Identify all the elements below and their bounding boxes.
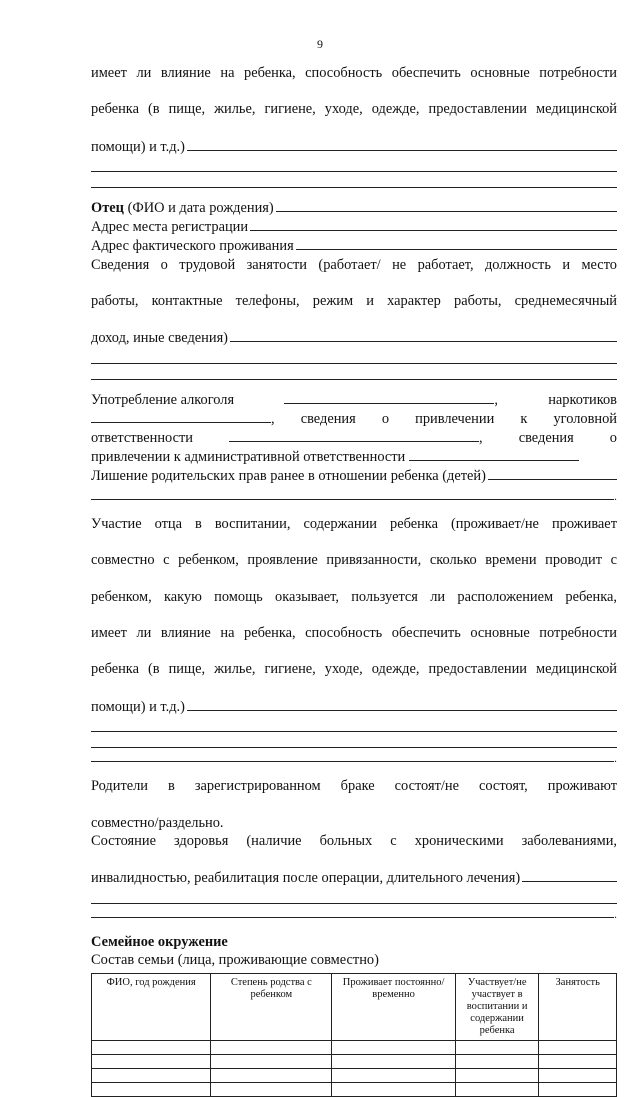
criminal-word: привлечении: [415, 410, 495, 427]
blank-line[interactable]: [91, 904, 614, 918]
father-name-row: [91, 198, 617, 217]
employment-text: работы, контактные телефоны, режим и характер работы, среднемесячный: [91, 293, 617, 310]
table-cell[interactable]: [539, 1041, 617, 1055]
health-text: инвалидностью, реабилитация после операции, длительного лечения): [91, 870, 521, 887]
table-cell[interactable]: [455, 1041, 539, 1055]
upbringing-text: Участие отца в воспитании, содержании ребенка (проживает/не проживает: [91, 515, 617, 532]
table-cell[interactable]: [539, 1083, 617, 1097]
alcohol-row: Употребление алкоголя , наркотиков: [91, 391, 617, 408]
drugs-field[interactable]: [91, 409, 271, 423]
table-cell[interactable]: [332, 1055, 455, 1069]
blank-line[interactable]: [91, 486, 614, 500]
column-header: Занятость: [539, 974, 617, 1041]
table-row: [92, 1083, 617, 1097]
criminal-word: о: [381, 410, 390, 427]
criminal-word: уголовной: [553, 410, 617, 427]
registration-row: [91, 217, 617, 236]
column-header: Участвует/не участвует в воспитании и содержании ребенка: [455, 974, 539, 1041]
actual-address-row: [91, 236, 617, 255]
table-cell[interactable]: [211, 1069, 332, 1083]
deprivation-row: [91, 466, 617, 485]
table-cell[interactable]: [455, 1055, 539, 1069]
intro-fill-row: [91, 137, 617, 156]
upbringing-field[interactable]: [187, 697, 617, 711]
registration-label: Адрес места регистрации: [91, 219, 249, 236]
health-text: Состояние здоровья (наличие больных с хроническими заболеваниями,: [91, 832, 617, 849]
table-cell[interactable]: [211, 1055, 332, 1069]
registration-field[interactable]: [250, 217, 617, 231]
table-cell[interactable]: [92, 1041, 211, 1055]
criminal-row: , сведения о привлечении к уголовной: [91, 409, 617, 428]
employment-field[interactable]: [230, 328, 617, 342]
criminal-resp-row: ответственности , сведения о: [91, 430, 617, 447]
table-cell[interactable]: [211, 1083, 332, 1097]
upbringing-text: ребенка (в пище, жилье, гигиене, уходе, одежде, предоставлении медицинской: [91, 661, 617, 678]
table-header-row: [92, 974, 617, 1041]
employment-text: доход, иные сведения): [91, 330, 228, 347]
table-cell[interactable]: [455, 1069, 539, 1083]
table-cell[interactable]: [92, 1055, 211, 1069]
upbringing-text: имеет ли влияние на ребенка, способность обеспечить основные потребности: [91, 625, 617, 642]
health-row: [91, 868, 617, 887]
actual-address-label: Адрес фактического проживания: [91, 238, 294, 255]
deprivation-field[interactable]: [488, 466, 617, 480]
criminal-word: сведения: [300, 410, 356, 427]
column-header: Степень родства с ребенком: [211, 974, 332, 1041]
deprivation-label: Лишение родительских прав ранее в отношении ребенка (детей): [91, 468, 486, 485]
info-word: сведения: [518, 430, 574, 447]
blank-line[interactable]: [91, 732, 617, 748]
column-header: Проживает постоянно/временно: [332, 974, 455, 1041]
drugs-label: наркотиков: [548, 391, 617, 408]
blank-line[interactable]: [91, 156, 617, 172]
table-cell[interactable]: [211, 1041, 332, 1055]
table-cell[interactable]: [539, 1069, 617, 1083]
blank-line[interactable]: [91, 748, 614, 762]
employment-row: [91, 328, 617, 347]
blank-line[interactable]: [91, 348, 617, 364]
info-o: о: [609, 430, 617, 447]
table-row: [92, 1055, 617, 1069]
father-heading: Отец (ФИО и дата рождения): [91, 200, 274, 217]
upbringing-text: помощи) и т.д.): [91, 698, 185, 715]
family-table-body: [92, 1041, 617, 1097]
intro-line: помощи) и т.д.): [91, 138, 185, 155]
criminal-resp-label: ответственности: [91, 430, 193, 447]
blank-line[interactable]: [91, 888, 617, 904]
table-cell[interactable]: [332, 1083, 455, 1097]
family-composition: Состав семьи (лица, проживающие совместно): [91, 951, 379, 968]
intro-line: ребенка (в пище, жилье, гигиене, уходе, одежде, предоставлении медицинской: [91, 101, 617, 118]
blank-line[interactable]: [91, 716, 617, 732]
table-cell[interactable]: [92, 1083, 211, 1097]
form-content: [91, 64, 617, 1097]
admin-resp-row: [91, 447, 617, 466]
table-cell[interactable]: [332, 1069, 455, 1083]
blank-line[interactable]: [91, 364, 617, 380]
intro-line: имеет ли влияние на ребенка, способность обеспечить основные потребности: [91, 65, 617, 81]
upbringing-text: совместно с ребенком, проявление привязанности, сколько времени проводит с: [91, 552, 617, 569]
column-header: ФИО, год рождения: [92, 974, 211, 1041]
blank-line-row: .: [91, 748, 617, 767]
table-cell[interactable]: [332, 1041, 455, 1055]
marriage-text: Родители в зарегистрированном браке состоят/не состоят, проживают: [91, 778, 617, 795]
blank-line-row: .: [91, 904, 617, 923]
employment-text: Сведения о трудовой занятости (работает/ не работает, должность и место: [91, 256, 617, 273]
health-field[interactable]: [522, 868, 617, 882]
marriage-text: совместно/раздельно.: [91, 814, 224, 831]
father-name-field[interactable]: [276, 198, 617, 212]
blank-field[interactable]: [187, 137, 617, 151]
table-row: [92, 1069, 617, 1083]
criminal-word: к: [520, 410, 528, 427]
alcohol-label: Употребление алкоголя: [91, 391, 235, 408]
upbringing-text: ребенком, какую помощь оказывает, пользуется ли расположением ребенка,: [91, 588, 617, 605]
upbringing-row: [91, 697, 617, 716]
family-table: [91, 973, 617, 1097]
alcohol-field[interactable]: [284, 390, 494, 404]
table-row: [92, 1041, 617, 1055]
criminal-resp-field[interactable]: [229, 428, 479, 442]
table-cell[interactable]: [92, 1069, 211, 1083]
table-cell[interactable]: [539, 1055, 617, 1069]
admin-resp-field[interactable]: [409, 447, 579, 461]
admin-resp-label: привлечении к административной ответственности: [91, 449, 406, 466]
blank-line-row: .: [91, 486, 617, 505]
blank-line[interactable]: [91, 172, 617, 188]
page-number: 9: [317, 37, 323, 51]
table-cell[interactable]: [455, 1083, 539, 1097]
actual-address-field[interactable]: [296, 236, 617, 250]
family-heading: Семейное окружение: [91, 933, 228, 950]
